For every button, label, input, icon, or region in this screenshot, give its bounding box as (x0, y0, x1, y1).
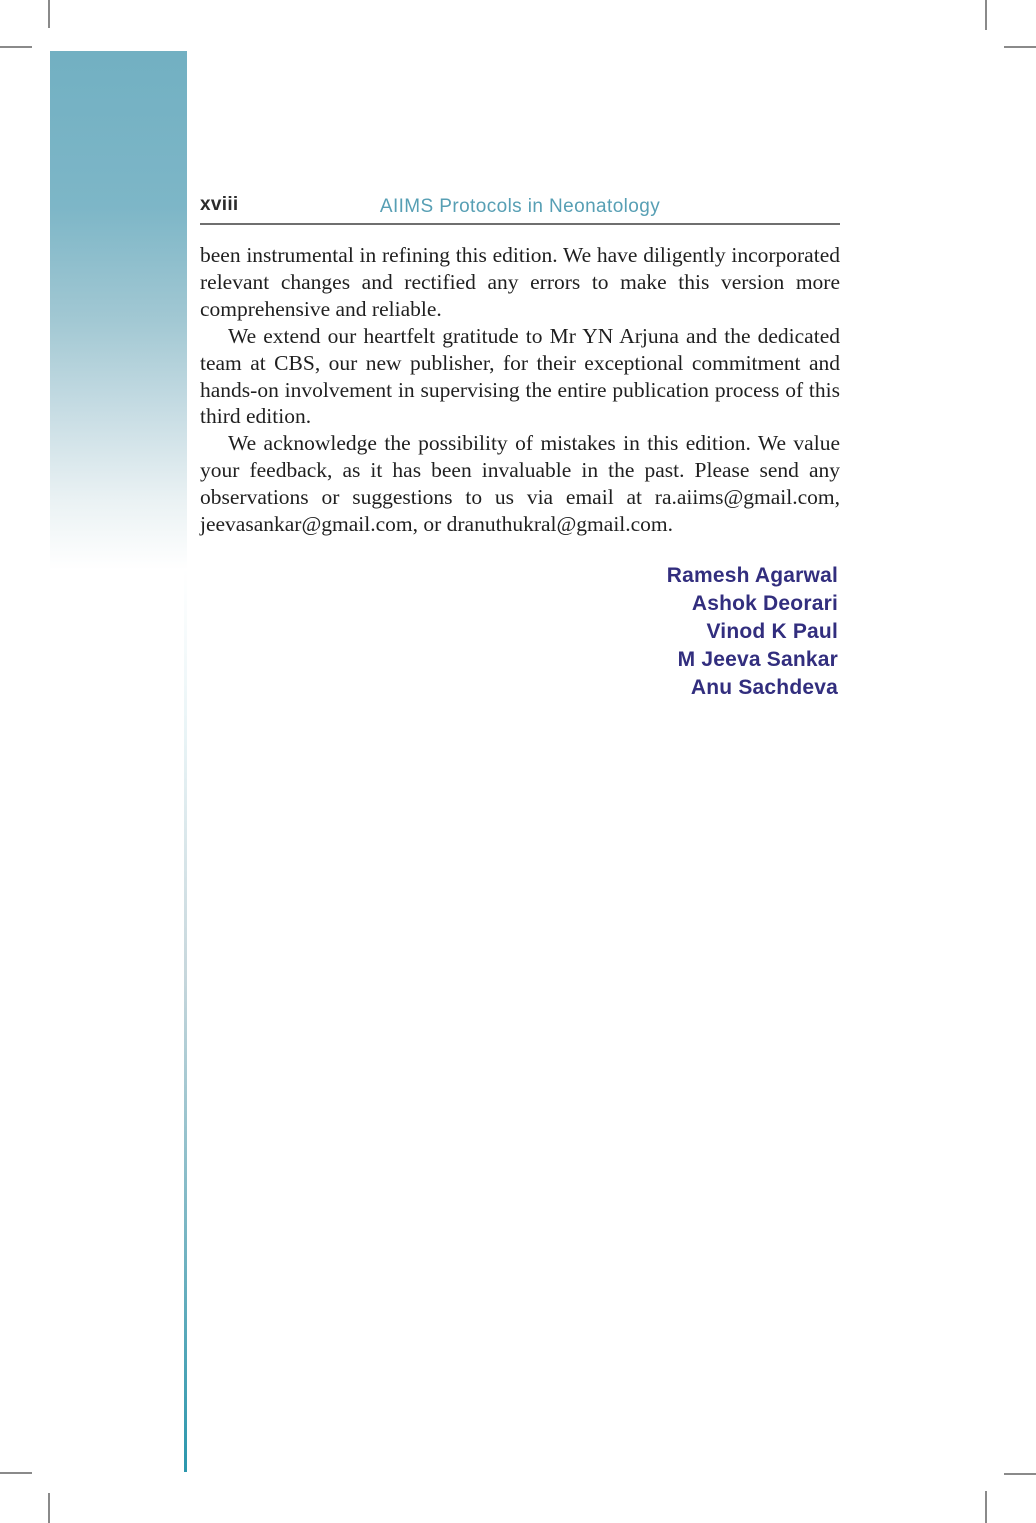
preface-body (200, 242, 840, 538)
crop-mark-bottom-right-vertical (985, 1491, 987, 1523)
signature-name-2: Ashok Deorari (691, 592, 838, 615)
paragraph-3: We acknowledge the possibility of mistakes in this edition. We value your feedback, as it has been invaluable in the past. Please send any observations or suggestions to us via email at ra.aiims@gmail.com, jeevasankar@gmail.com, or dranuthukral@gmail.com. (200, 431, 840, 537)
left-accent-hairline (184, 568, 187, 1472)
crop-mark-bottom-right-horizontal (1004, 1473, 1036, 1475)
page-number: xviii (200, 194, 239, 215)
author-signature-block (200, 562, 838, 702)
crop-mark-bottom-left-vertical (48, 1493, 50, 1523)
crop-mark-top-right-horizontal (1004, 46, 1036, 48)
crop-mark-top-left-horizontal (0, 46, 32, 48)
crop-mark-bottom-left-horizontal (0, 1472, 32, 1474)
left-gradient-accent-bar (50, 51, 187, 570)
header-rule (200, 223, 840, 225)
crop-mark-top-right-vertical (985, 0, 987, 30)
signature-name-5: Anu Sachdeva (690, 676, 838, 699)
signature-name-1: Ramesh Agarwal (666, 564, 838, 587)
paragraph-2: We extend our heartfelt gratitude to Mr YN Arjuna and the dedicated team at CBS, our new publisher, for their exceptional commitment and hands-on involvement in supervising the entire publication process of this third edition. (200, 323, 840, 429)
crop-mark-top-left-vertical (48, 0, 50, 28)
paragraph-1: been instrumental in refining this edition. We have diligently incorporated relevant changes and rectified any errors to make this version more comprehensive and reliable. (200, 243, 840, 321)
signature-name-4: M Jeeva Sankar (677, 648, 838, 671)
running-head-title: AIIMS Protocols in Neonatology (379, 196, 661, 217)
signature-name-3: Vinod K Paul (706, 620, 838, 643)
